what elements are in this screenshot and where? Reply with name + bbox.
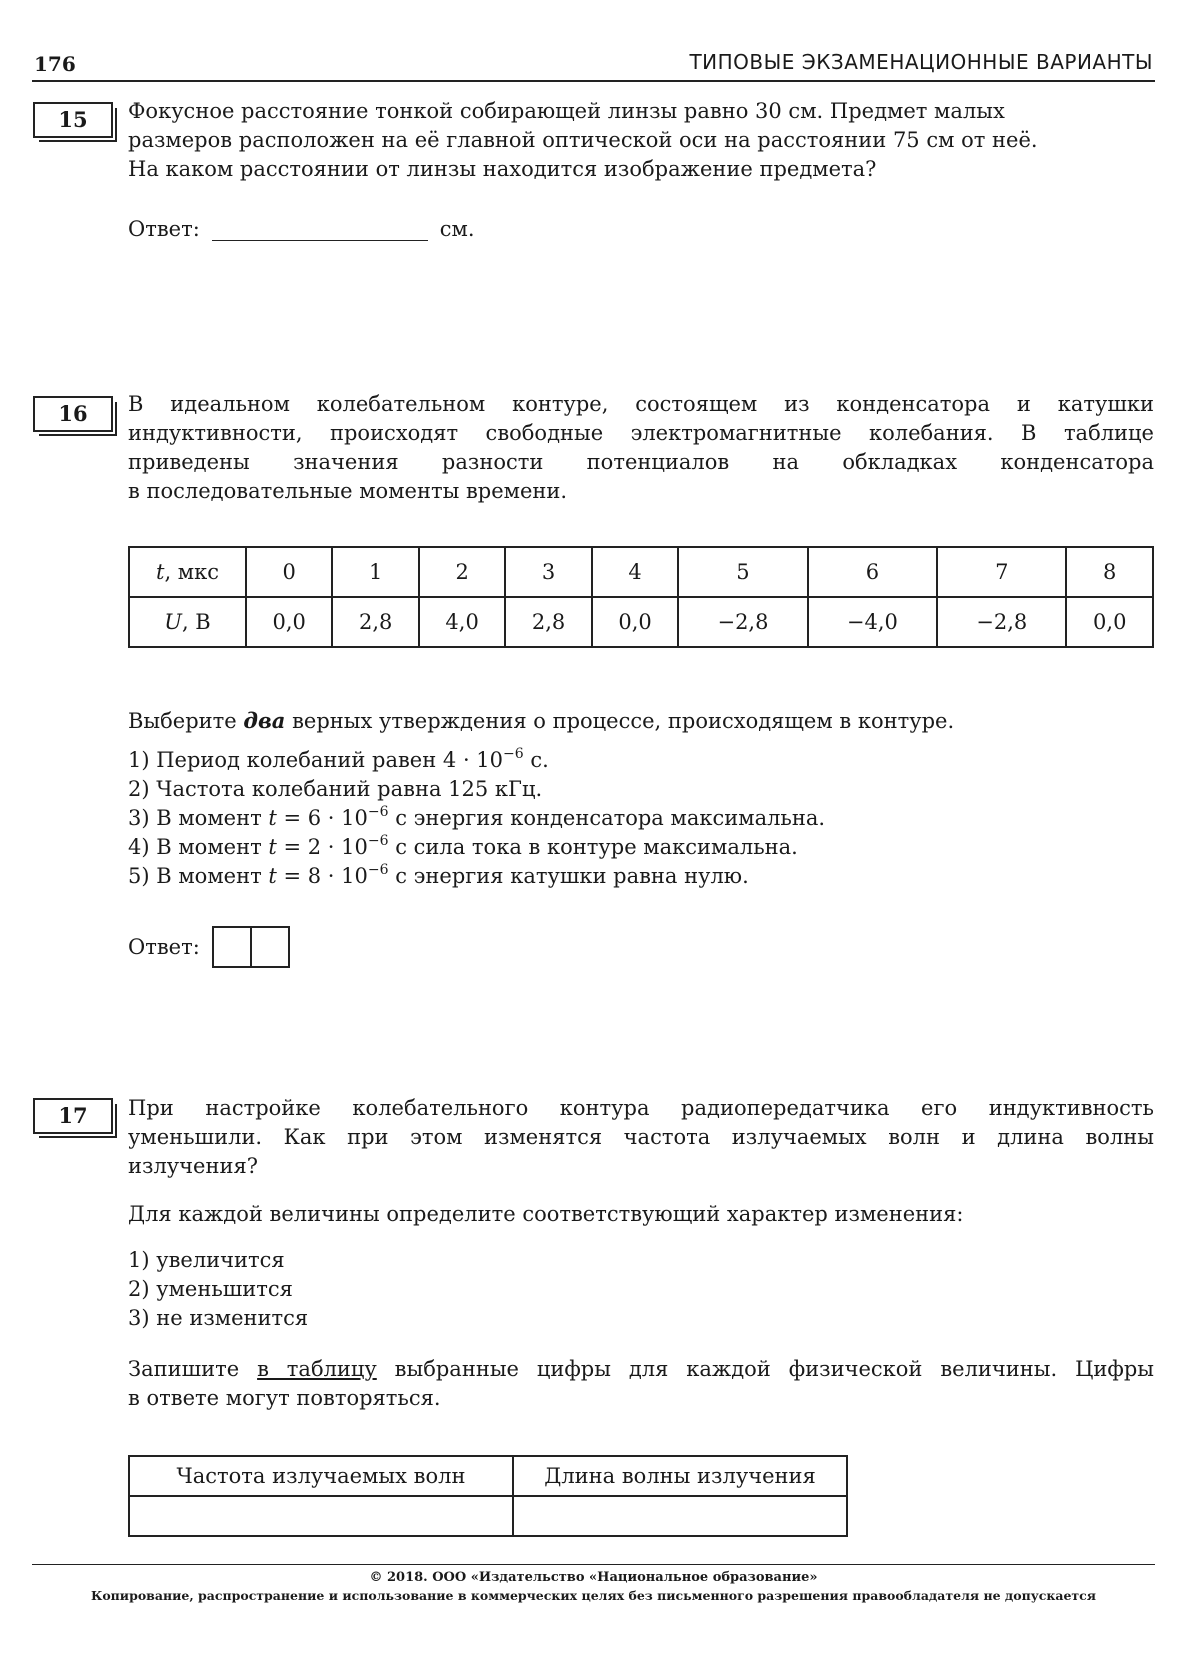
footer-divider xyxy=(32,1564,1155,1565)
table-cell: 8 xyxy=(1066,547,1153,597)
q16-line-2: индуктивности, происходят свободные электромагнитные колебания. В таблице xyxy=(128,421,1154,445)
table-cell: −2,8 xyxy=(937,597,1066,647)
answer-box-1[interactable] xyxy=(212,926,252,968)
option-4: 4) В момент $t = 2 \cdot 10^{-6}$ с сила тока в контуре максимальна. xyxy=(128,833,798,859)
table-cell: 0 xyxy=(246,547,332,597)
q17-instruction: Для каждой величины определите соответствующий характер изменения: xyxy=(128,1202,964,1226)
q17-choices xyxy=(128,1246,308,1333)
header-divider xyxy=(32,80,1155,82)
question-15-number: 15 xyxy=(33,102,113,138)
q17-line-1: При настройке колебательного контура радиопередатчика его индуктивность xyxy=(128,1096,1154,1120)
choice-2: 2) уменьшится xyxy=(128,1277,293,1301)
q16-line-4: в последовательные моменты времени. xyxy=(128,479,568,503)
q15-line-2: размеров расположен на её главной оптической оси на расстоянии 75 см от неё. xyxy=(128,128,1038,152)
table-cell: 4,0 xyxy=(419,597,505,647)
answer-unit: см. xyxy=(439,217,475,241)
table-link-text: в таблицу xyxy=(257,1357,377,1381)
voltage-table xyxy=(128,546,1154,648)
table-cell: 3 xyxy=(505,547,591,597)
header-frequency: Частота излучаемых волн xyxy=(129,1456,513,1496)
option-2: 2) Частота колебаний равна 125 кГц. xyxy=(128,777,543,801)
answer-field[interactable] xyxy=(212,218,428,241)
q15-line-3: На каком расстоянии от линзы находится изображение предмета? xyxy=(128,157,877,181)
q16-prompt: Выберите два верных утверждения о процессе, происходящем в контуре. xyxy=(128,708,955,733)
answer-label: Ответ: xyxy=(128,935,200,959)
q17-write-instruction: Запишите в таблицу выбранные цифры для каждой физической величины. Цифры в ответе могут повторяться. xyxy=(128,1357,1154,1410)
q16-line-1: В идеальном колебательном контуре, состоящем из конденсатора и катушки xyxy=(128,392,1154,416)
q17-answer-table xyxy=(128,1455,848,1537)
table-cell: 0,0 xyxy=(246,597,332,647)
q16-line-3: приведены значения разности потенциалов на обкладках конденсатора xyxy=(128,450,1154,474)
table-cell: 6 xyxy=(808,547,937,597)
option-3: 3) В момент $t = 6 \cdot 10^{-6}$ с энергия конденсатора максимальна. xyxy=(128,804,826,830)
table-cell: 0,0 xyxy=(592,597,678,647)
table-cell: −2,8 xyxy=(678,597,807,647)
running-title: ТИПОВЫЕ ЭКЗАМЕНАЦИОННЫЕ ВАРИАНТЫ xyxy=(689,50,1153,74)
q15-line-1: Фокусное расстояние тонкой собирающей линзы равно 30 см. Предмет малых xyxy=(128,99,1005,123)
table-cell: 0,0 xyxy=(1066,597,1153,647)
q17-line-3: излучения? xyxy=(128,1154,258,1178)
time-row-header: t, мкс xyxy=(129,547,246,597)
time-row xyxy=(129,547,1153,597)
copyright-notice: Копирование, распространение и использование в коммерческих целях без письменного разрешения правообладателя не допускается xyxy=(90,1588,1097,1603)
table-cell: 5 xyxy=(678,547,807,597)
header-wavelength: Длина волны излучения xyxy=(513,1456,847,1496)
voltage-row xyxy=(129,597,1153,647)
voltage-row-header: U, В xyxy=(129,597,246,647)
table-cell: 2,8 xyxy=(505,597,591,647)
question-15-text xyxy=(128,97,1154,184)
copyright: © 2018. ООО «Издательство «Национальное образование» xyxy=(369,1570,818,1585)
q17-line-2: уменьшили. Как при этом изменятся частота излучаемых волн и длина волны xyxy=(128,1125,1154,1149)
table-cell: 7 xyxy=(937,547,1066,597)
question-16-text xyxy=(128,390,1154,506)
question-16-number: 16 xyxy=(33,396,113,432)
page-number: 176 xyxy=(34,52,76,76)
table-cell: 2,8 xyxy=(332,597,418,647)
option-5: 5) В момент $t = 8 \cdot 10^{-6}$ с энергия катушки равна нулю. xyxy=(128,862,749,888)
answer-label: Ответ: xyxy=(128,217,200,241)
question-17-text xyxy=(128,1094,1154,1181)
q16-options xyxy=(128,746,825,891)
option-1: 1) Период колебаний равен $4 \cdot 10^{-6}$ с. xyxy=(128,746,549,772)
question-17-number: 17 xyxy=(33,1098,113,1134)
question-15-answer xyxy=(128,217,475,241)
answer-boxes xyxy=(212,926,290,968)
emphasis-word: два xyxy=(243,708,286,733)
table-cell: 1 xyxy=(332,547,418,597)
question-16-answer xyxy=(128,926,290,968)
table-cell: 4 xyxy=(592,547,678,597)
answer-box-2[interactable] xyxy=(252,926,290,968)
answer-cell-frequency[interactable] xyxy=(129,1496,513,1536)
table-cell: 2 xyxy=(419,547,505,597)
choice-1: 1) увеличится xyxy=(128,1248,285,1272)
answer-cell-wavelength[interactable] xyxy=(513,1496,847,1536)
table-cell: −4,0 xyxy=(808,597,937,647)
choice-3: 3) не изменится xyxy=(128,1306,309,1330)
